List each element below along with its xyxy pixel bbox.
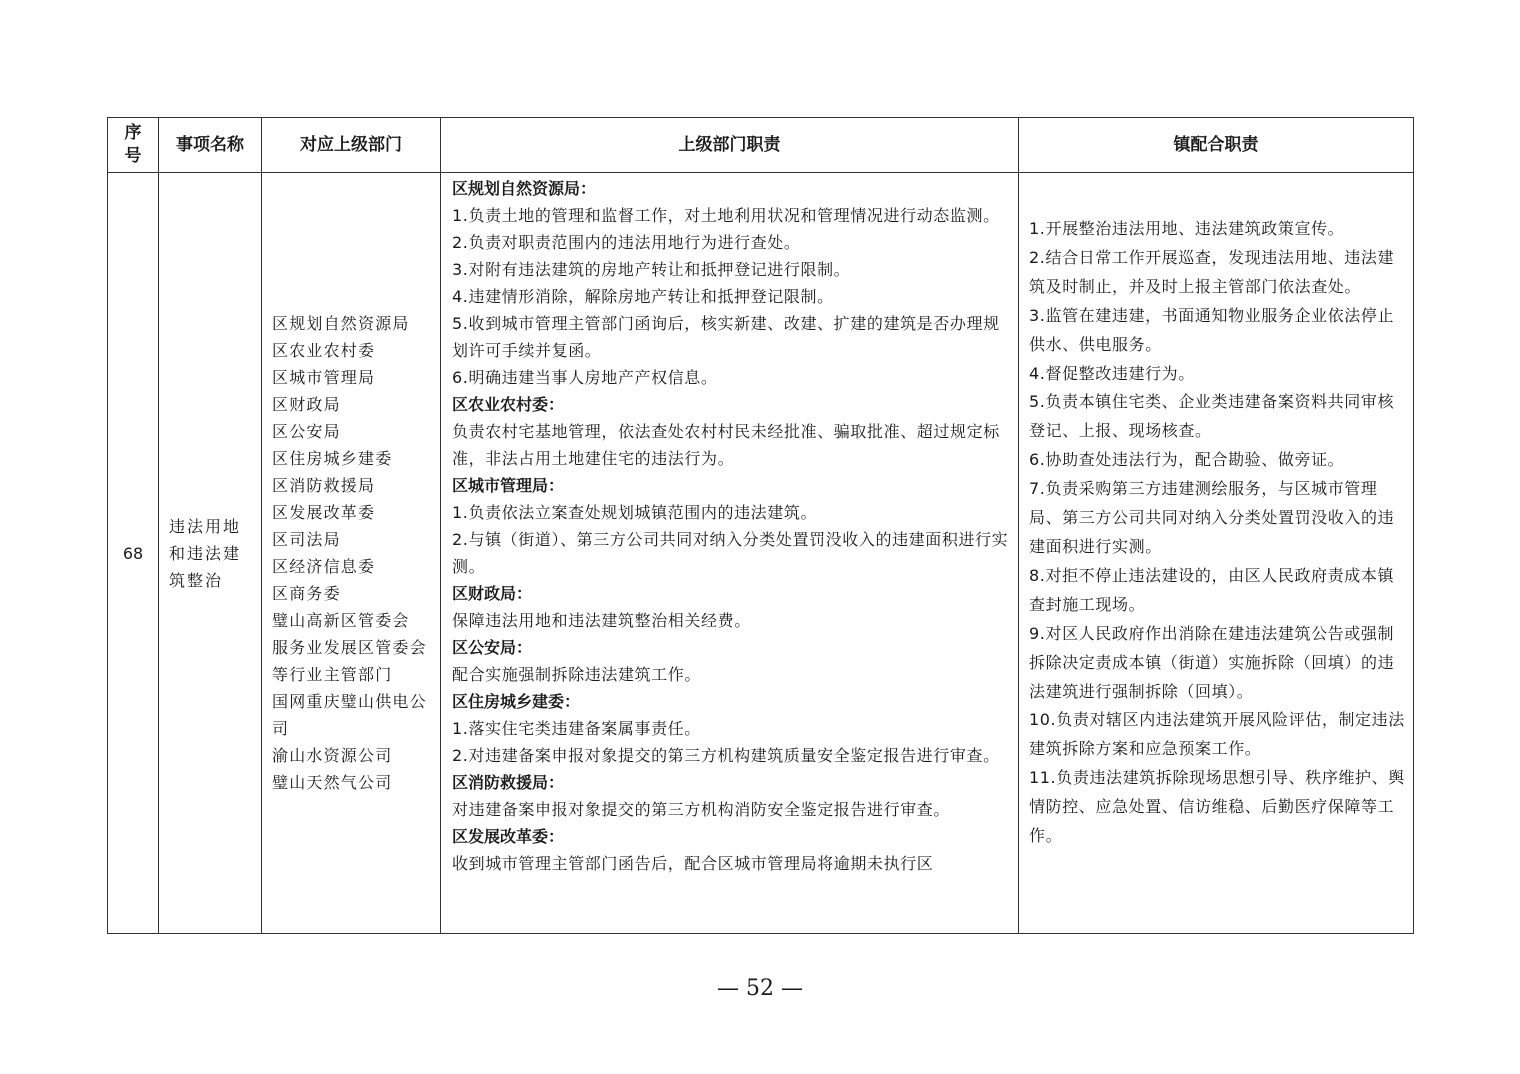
town-duty-item: 11.负责违法建筑拆除现场思想引导、秩序维护、舆情防控、应急处置、信访维稳、后勤医疗保障等工作。: [1029, 768, 1405, 846]
superior-dept-heading: 区财政局：: [452, 584, 533, 603]
superior-duty-item: 1.落实住宅类违建备案属事责任。: [452, 719, 701, 738]
row-departments: [262, 173, 441, 934]
superior-duty-item: 2.负责对职责范围内的违法用地行为进行查处。: [452, 233, 801, 252]
department-item: 区财政局: [272, 395, 341, 414]
department-item: 区商务委: [272, 584, 341, 603]
department-item: 渝山水资源公司: [272, 746, 393, 765]
department-item: 区发展改革委: [272, 503, 376, 522]
superior-dept-heading: 区发展改革委：: [452, 827, 565, 846]
superior-dept-heading: 区规划自然资源局：: [452, 179, 597, 198]
department-item: 区规划自然资源局: [272, 314, 410, 333]
superior-duty-item: 4.违建情形消除，解除房地产转让和抵押登记限制。: [452, 287, 834, 306]
department-item: 璧山天然气公司: [272, 773, 393, 792]
town-duty-item: 1.开展整治违法用地、违法建筑政策宣传。: [1029, 219, 1345, 239]
header-superior-duties: 上级部门职责: [441, 118, 1019, 173]
superior-dept-heading: 区农业农村委：: [452, 395, 565, 414]
row-superior-duties: [441, 173, 1019, 934]
department-item: 区住房城乡建委: [272, 449, 393, 468]
town-duty-item: 4.督促整改违建行为。: [1029, 363, 1195, 383]
superior-dept-heading: 区住房城乡建委：: [452, 692, 581, 711]
town-duty-item: 10.负责对辖区内违法建筑开展风险评估，制定违法建筑拆除方案和应急预案工作。: [1029, 710, 1405, 759]
town-duty-item: 8.对拒不停止违法建设的，由区人民政府责成本镇查封施工现场。: [1029, 565, 1395, 614]
superior-duty-item: 1.负责依法立案查处规划城镇范围内的违法建筑。: [452, 503, 818, 522]
town-duty-item: 5.负责本镇住宅类、企业类违建备案资料共同审核登记、上报、现场核查。: [1029, 392, 1395, 441]
header-superior-dept: 对应上级部门: [262, 118, 441, 173]
department-item: 区经济信息委: [272, 557, 376, 576]
row-item-name: 违法用地和违法建筑整治: [159, 173, 262, 934]
superior-duty-list: [452, 175, 1010, 933]
town-duty-item: 3.监管在建违建，书面通知物业服务企业依法停止供水、供电服务。: [1029, 305, 1395, 354]
superior-duty-item: 1.负责土地的管理和监督工作，对土地利用状况和管理情况进行动态监测。: [452, 206, 1000, 225]
superior-duty-item: 2.与镇（街道）、第三方公司共同对纳入分类处置罚没收入的违建面积进行实测。: [452, 530, 1009, 576]
department-item: 区公安局: [272, 422, 341, 441]
town-duty-item: 7.负责采购第三方违建测绘服务，与区城市管理局、第三方公司共同对纳入分类处置罚没收入的违建面积进行实测。: [1029, 479, 1395, 556]
superior-dept-heading: 区公安局：: [452, 638, 533, 657]
page-number: — 52 —: [717, 976, 803, 1001]
superior-dept-heading: 区消防救援局：: [452, 773, 565, 792]
row-seq: 68: [108, 173, 159, 934]
department-item: 区消防救援局: [272, 476, 376, 495]
row-town-duties: [1019, 173, 1414, 934]
town-duty-item: 6.协助查处违法行为，配合勘验、做旁证。: [1029, 450, 1345, 470]
header-town-duties: 镇配合职责: [1019, 118, 1414, 173]
header-item-name: 事项名称: [159, 118, 262, 173]
superior-duty-item: 2.对违建备案申报对象提交的第三方机构建筑质量安全鉴定报告进行审查。: [452, 746, 1000, 765]
superior-duty-item: 负责农村宅基地管理，依法查处农村村民未经批准、骗取批准、超过规定标准，非法占用土地建住宅的违法行为。: [452, 422, 1000, 468]
duty-table: [107, 117, 1414, 934]
department-list: [272, 310, 436, 796]
superior-dept-heading: 区城市管理局：: [452, 476, 565, 495]
department-item: 国网重庆璧山供电公司: [272, 692, 427, 738]
header-seq: 序号: [108, 118, 159, 173]
header-row: [108, 118, 1414, 173]
superior-duty-item: 对违建备案申报对象提交的第三方机构消防安全鉴定报告进行审查。: [452, 800, 951, 819]
department-item: 区农业农村委: [272, 341, 376, 360]
town-duty-item: 2.结合日常工作开展巡查，发现违法用地、违法建筑及时制止，并及时上报主管部门依法查处。: [1029, 247, 1395, 296]
department-item: 区城市管理局: [272, 368, 376, 387]
department-item: 璧山高新区管委会: [272, 611, 410, 630]
table-row: [108, 173, 1414, 934]
superior-duty-item: 收到城市管理主管部门函告后，配合区城市管理局将逾期未执行区: [452, 854, 934, 873]
town-duty-item: 9.对区人民政府作出消除在建违法建筑公告或强制拆除决定责成本镇（街道）实施拆除（回填）的违法建筑进行强制拆除（回填）。: [1029, 623, 1395, 701]
superior-duty-item: 6.明确违建当事人房地产产权信息。: [452, 368, 718, 387]
superior-duty-item: 3.对附有违法建筑的房地产转让和抵押登记进行限制。: [452, 260, 851, 279]
superior-duty-item: 保障违法用地和违法建筑整治相关经费。: [452, 611, 751, 630]
superior-duty-item: 配合实施强制拆除违法建筑工作。: [452, 665, 702, 684]
town-duty-list: [1029, 215, 1405, 851]
department-item: 区司法局: [272, 530, 341, 549]
department-item: 服务业发展区管委会等行业主管部门: [272, 638, 427, 684]
superior-duty-item: 5.收到城市管理主管部门函询后，核实新建、改建、扩建的建筑是否办理规划许可手续并复函。: [452, 314, 1000, 360]
